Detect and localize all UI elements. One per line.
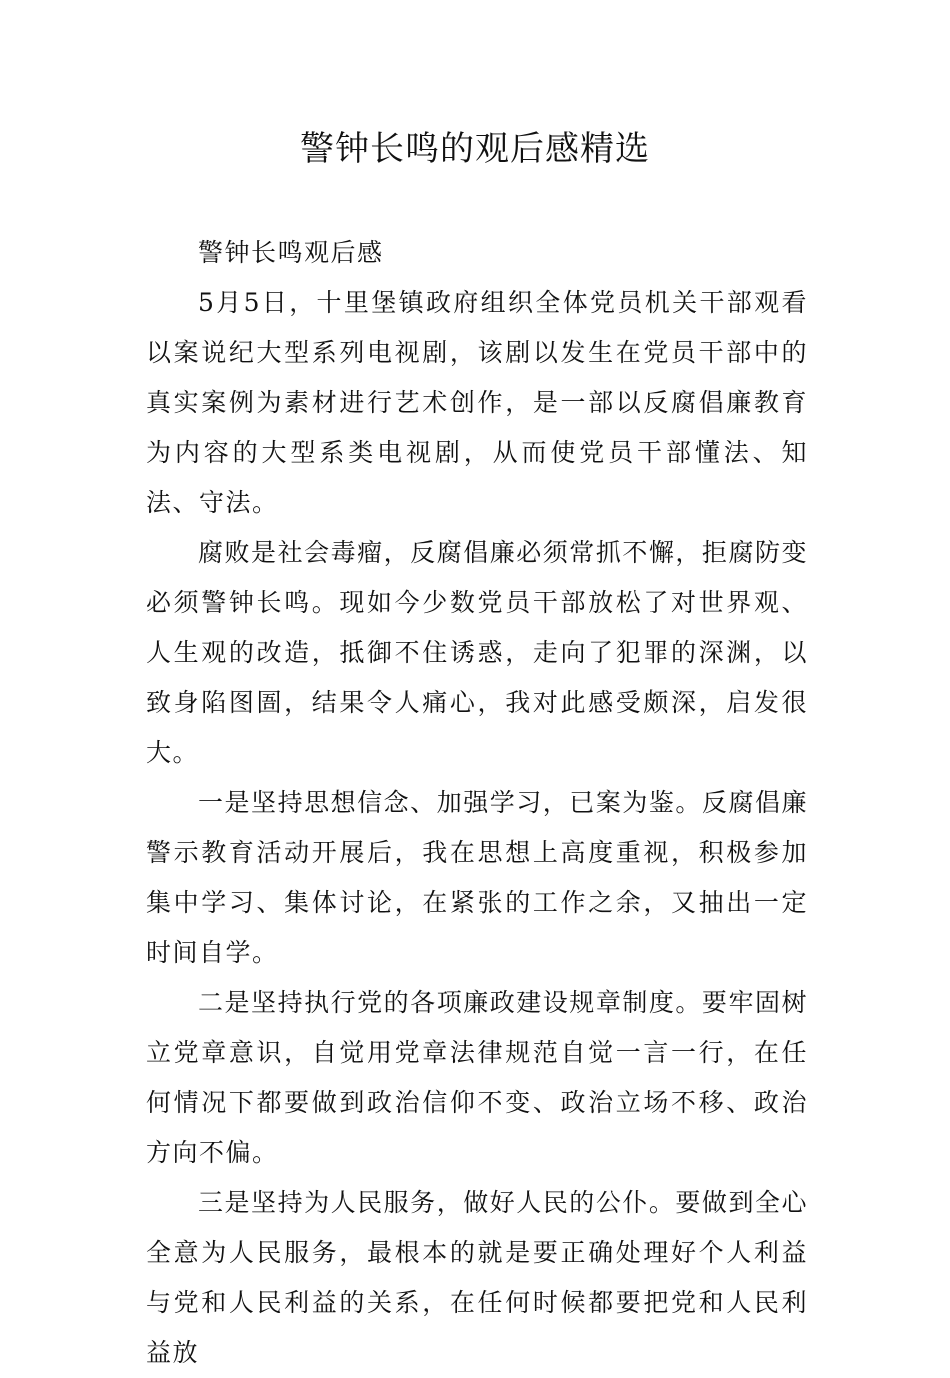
document-title: 警钟长鸣的观后感精选: [300, 129, 650, 169]
body-paragraph: 5月5日，十里堡镇政府组织全体党员机关干部观看以案说纪大型系列电视剧，该剧以发生在党员干部中的真实案例为素材进行艺术创作，是一部以反腐倡廉教育为内容的大型系类电视剧，从而使党员干部懂法、知法、守法。: [146, 288, 808, 517]
body-paragraph: 三是坚持为人民服务，做好人民的公仆。要做到全心全意为人民服务，最根本的就是要正确处理好个人利益与党和人民利益的关系，在任何时候都要把党和人民利益放: [146, 1188, 808, 1367]
document-body: [146, 228, 808, 1378]
subtitle-paragraph: 警钟长鸣观后感: [198, 238, 384, 267]
body-paragraph: 一是坚持思想信念、加强学习，已案为鉴。反腐倡廉警示教育活动开展后，我在思想上高度重视，积极参加集中学习、集体讨论，在紧张的工作之余，又抽出一定时间自学。: [146, 788, 808, 967]
body-paragraph: 腐败是社会毒瘤，反腐倡廉必须常抓不懈，拒腐防变必须警钟长鸣。现如今少数党员干部放松了对世界观、人生观的改造，抵御不住诱惑，走向了犯罪的深渊，以致身陷图圄，结果令人痛心，我对此感受颇深，启发很大。: [146, 538, 808, 767]
body-paragraph: 二是坚持执行党的各项廉政建设规章制度。要牢固树立党章意识，自觉用党章法律规范自觉一言一行，在任何情况下都要做到政治信仰不变、政治立场不移、政治方向不偏。: [146, 988, 808, 1167]
